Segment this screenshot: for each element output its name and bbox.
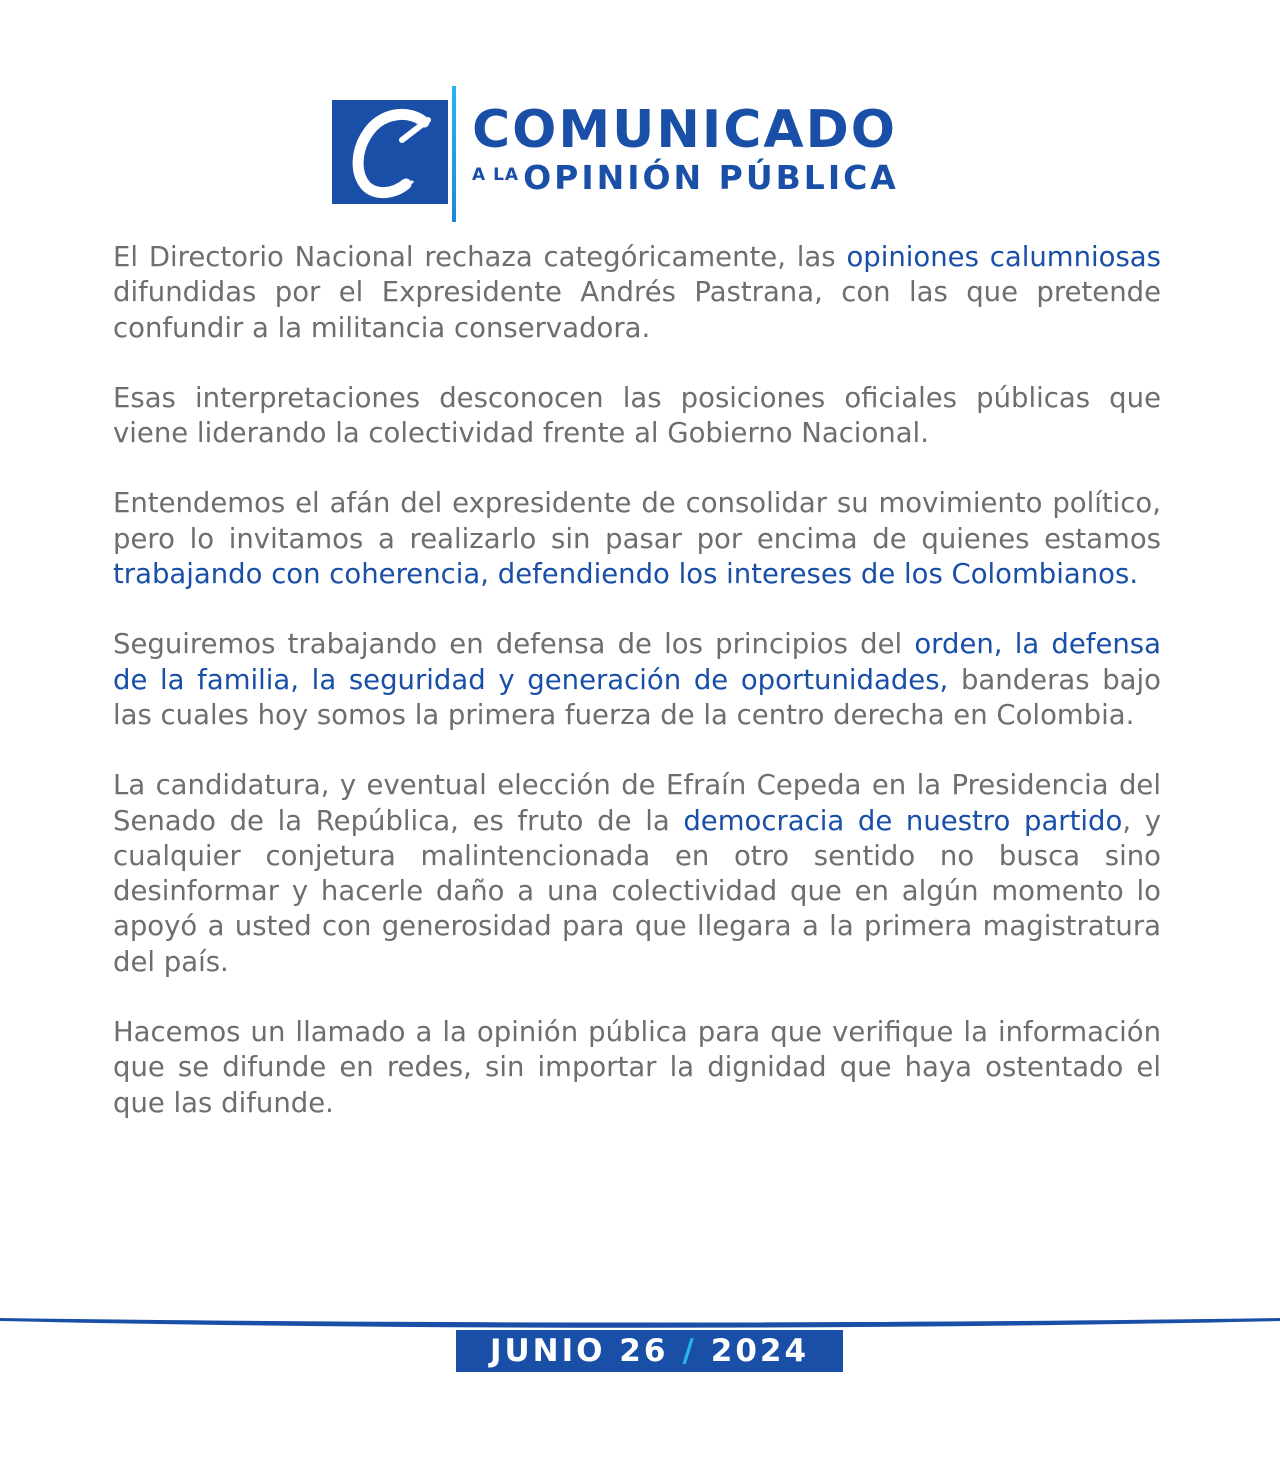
paragraph-highlight: trabajando con coherencia, defendiendo los intereses de los Colombianos. bbox=[113, 558, 1139, 591]
paragraph-4 bbox=[113, 627, 1161, 733]
partido-conservador-c-logo-icon bbox=[332, 100, 448, 204]
page-subtitle bbox=[472, 158, 899, 197]
header bbox=[332, 86, 952, 222]
date-year: 2024 bbox=[710, 1333, 810, 1369]
page-title: COMUNICADO bbox=[472, 100, 897, 160]
header-accent-bar bbox=[452, 86, 456, 222]
paragraph-2 bbox=[113, 381, 1161, 452]
paragraph-text: Hacemos un llamado a la opinión pública para que verifique la información que se difunde en redes, sin importar la dignidad que haya ostentado el que las difunde. bbox=[113, 1016, 1161, 1119]
paragraph-highlight: orden, la defensa de la familia, la seguridad y generación de oportunidades, bbox=[113, 628, 1161, 696]
paragraph-text: Esas interpretaciones desconocen las posiciones oficiales públicas que viene liderando la colectividad frente al Gobierno Nacional. bbox=[113, 381, 1161, 450]
paragraph-1 bbox=[113, 240, 1161, 346]
paragraph-text: Entendemos el afán del expresidente de consolidar su movimiento político, pero lo invitamos a realizarlo sin pasar por encima de quienes estamos bbox=[113, 487, 1161, 555]
paragraph-highlight: democracia de nuestro partido bbox=[683, 804, 1123, 837]
paragraph-text: difundidas por el Expresidente Andrés Pastrana, con las que pretende confundir a la militancia conservadora. bbox=[113, 276, 1161, 344]
paragraph-text: banderas bajo las cuales hoy somos la primera fuerza de la centro derecha en Colombia. bbox=[113, 663, 1161, 731]
subtitle-main: OPINIÓN PÚBLICA bbox=[523, 158, 899, 197]
date-badge bbox=[456, 1330, 843, 1372]
paragraph-6 bbox=[113, 1015, 1161, 1121]
paragraph-text: La candidatura, y eventual elección de Efraín Cepeda en la Presidencia del Senado de la República, es fruto de la bbox=[113, 769, 1161, 837]
paragraph-text: El Directorio Nacional rechaza categóricamente, las bbox=[113, 241, 847, 273]
paragraph-3 bbox=[113, 486, 1161, 592]
subtitle-prefix: A LA bbox=[472, 165, 520, 185]
date-separator: / bbox=[682, 1333, 697, 1369]
date-month-day: JUNIO 26 bbox=[489, 1333, 669, 1369]
statement-body bbox=[113, 240, 1161, 1156]
paragraph-5 bbox=[113, 768, 1161, 980]
paragraph-highlight: opiniones calumniosas bbox=[846, 241, 1161, 273]
paragraph-text: Seguiremos trabajando en defensa de los principios del bbox=[113, 628, 915, 661]
paragraph-text: , y cualquier conjetura malintencionada en otro sentido no busca sino desinformar y hacerle daño a una colectividad que en algún momento lo apoyó a usted con generosidad para que llegara a la primera magistratura del país. bbox=[113, 804, 1161, 978]
